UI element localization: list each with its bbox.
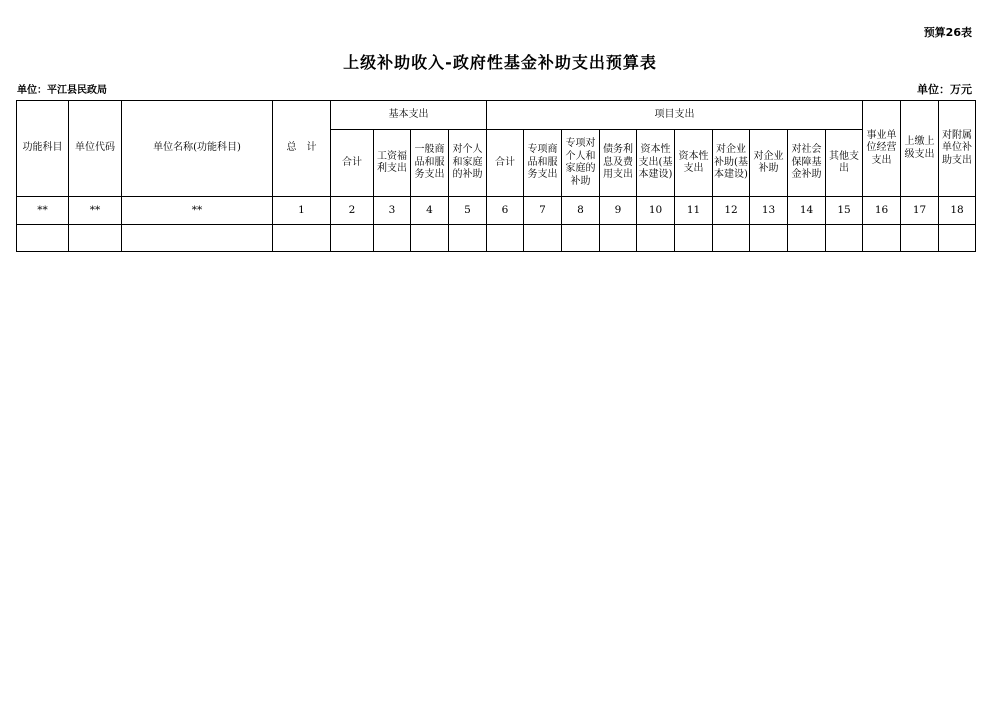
data-cell	[374, 225, 411, 252]
column-number-cell: **	[69, 197, 122, 225]
header-proj-social: 对社会保障基金补助	[788, 130, 826, 197]
data-cell	[524, 225, 562, 252]
column-number-cell: 1	[273, 197, 331, 225]
header-proj-sum: 合计	[487, 130, 524, 197]
header-basic-goods: 一般商品和服务支出	[411, 130, 449, 197]
data-cell	[939, 225, 976, 252]
column-number-cell: 11	[675, 197, 713, 225]
data-cell	[713, 225, 750, 252]
header-basic-sum: 合计	[331, 130, 374, 197]
data-cell	[562, 225, 600, 252]
column-number-cell: **	[122, 197, 273, 225]
data-cell	[69, 225, 122, 252]
data-cell	[863, 225, 901, 252]
header-affiliated: 对附属单位补助支出	[939, 101, 976, 197]
header-unit-name: 单位名称(功能科目)	[122, 101, 273, 197]
data-cell	[826, 225, 863, 252]
column-number-cell: **	[17, 197, 69, 225]
header-proj-ent: 对企业补助	[750, 130, 788, 197]
page-title: 上级补助收入-政府性基金补助支出预算表	[343, 53, 657, 72]
data-cell	[273, 225, 331, 252]
column-number-cell: 18	[939, 197, 976, 225]
unit-label-currency: 单位：万元	[917, 83, 972, 96]
data-cell	[487, 225, 524, 252]
column-number-cell: 17	[901, 197, 939, 225]
header-proj-capital-build: 资本性支出(基本建设)	[637, 130, 675, 197]
header-proj-goods: 专项商品和服务支出	[524, 130, 562, 197]
header-row-group	[17, 101, 976, 130]
column-number-cell: 16	[863, 197, 901, 225]
data-cell	[750, 225, 788, 252]
header-project-group: 项目支出	[487, 101, 863, 130]
header-upper-pay: 上缴上级支出	[901, 101, 939, 197]
column-number-cell: 14	[788, 197, 826, 225]
column-number-cell: 8	[562, 197, 600, 225]
header-unit-code: 单位代码	[69, 101, 122, 197]
column-number-cell: 12	[713, 197, 750, 225]
header-basic-group: 基本支出	[331, 101, 487, 130]
header-basic-wages: 工资福利支出	[374, 130, 411, 197]
data-cell	[637, 225, 675, 252]
column-number-cell: 4	[411, 197, 449, 225]
header-biz-unit: 事业单位经营支出	[863, 101, 901, 197]
header-proj-ent-build: 对企业补助(基本建设)	[713, 130, 750, 197]
data-cell	[331, 225, 374, 252]
column-number-cell: 6	[487, 197, 524, 225]
column-number-cell: 10	[637, 197, 675, 225]
data-row	[17, 225, 976, 252]
header-func-subject: 功能科目	[17, 101, 69, 197]
data-cell	[122, 225, 273, 252]
header-basic-subsidy: 对个人和家庭的补助	[449, 130, 487, 197]
column-number-cell: 15	[826, 197, 863, 225]
column-number-cell: 2	[331, 197, 374, 225]
header-proj-subsidy: 专项对个人和家庭的补助	[562, 130, 600, 197]
data-cell	[17, 225, 69, 252]
header-total: 总 计	[273, 101, 331, 197]
data-cell	[411, 225, 449, 252]
budget-table	[16, 100, 976, 252]
data-cell	[901, 225, 939, 252]
data-cell	[449, 225, 487, 252]
column-number-cell: 5	[449, 197, 487, 225]
header-proj-capital: 资本性支出	[675, 130, 713, 197]
column-number-row	[17, 197, 976, 225]
header-proj-debt: 债务利息及费用支出	[600, 130, 637, 197]
form-number: 预算26表	[923, 26, 972, 39]
column-number-cell: 13	[750, 197, 788, 225]
data-cell	[788, 225, 826, 252]
column-number-cell: 3	[374, 197, 411, 225]
header-proj-other: 其他支出	[826, 130, 863, 197]
column-number-cell: 7	[524, 197, 562, 225]
data-cell	[675, 225, 713, 252]
data-cell	[600, 225, 637, 252]
unit-label-org: 单位：平江县民政局	[17, 85, 107, 96]
column-number-cell: 9	[600, 197, 637, 225]
